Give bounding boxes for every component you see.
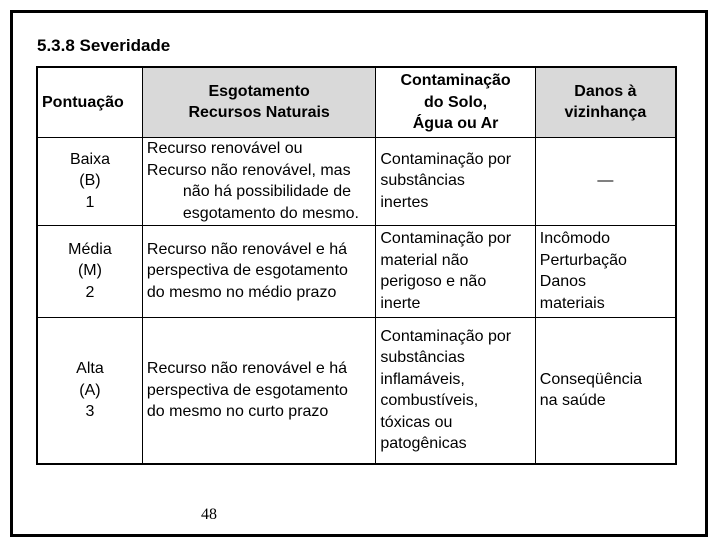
severity-table (36, 66, 677, 465)
level-alta: Alta (A) 3 (37, 317, 142, 464)
danos-baixa: — (535, 137, 676, 225)
esgotamento-media: Recurso não renovável e há perspectiva de esgotamento do mesmo no médio prazo (142, 225, 375, 317)
esgotamento-alta: Recurso não renovável e há perspectiva de esgotamento do mesmo no curto prazo (142, 317, 375, 464)
table-header-row (37, 67, 676, 137)
contaminacao-media: Contaminação por material não perigoso e não inerte (376, 225, 535, 317)
header-contaminacao: Contaminação do Solo, Água ou Ar (376, 67, 535, 137)
table-row (37, 137, 676, 225)
page-number: 48 (201, 506, 217, 523)
header-esgotamento: Esgotamento Recursos Naturais (142, 67, 375, 137)
danos-media: Incômodo Perturbação Danos materiais (535, 225, 676, 317)
contaminacao-alta: Contaminação por substâncias inflamáveis, combustíveis, tóxicas ou patogênicas (376, 317, 535, 464)
danos-alta: Conseqüência na saúde (535, 317, 676, 464)
contaminacao-baixa: Contaminação por substâncias inertes (376, 137, 535, 225)
level-media: Média (M) 2 (37, 225, 142, 317)
header-danos: Danos à vizinhança (535, 67, 676, 137)
section-title: 5.3.8 Severidade (37, 36, 171, 55)
level-baixa: Baixa (B) 1 (37, 137, 142, 225)
table-row (37, 225, 676, 317)
esgotamento-baixa: Recurso renovável ou Recurso não renovável, mas não há possibilidade de esgotamento do mesmo. (142, 137, 375, 225)
header-pontuacao: Pontuação (42, 93, 124, 111)
table-row (37, 317, 676, 464)
